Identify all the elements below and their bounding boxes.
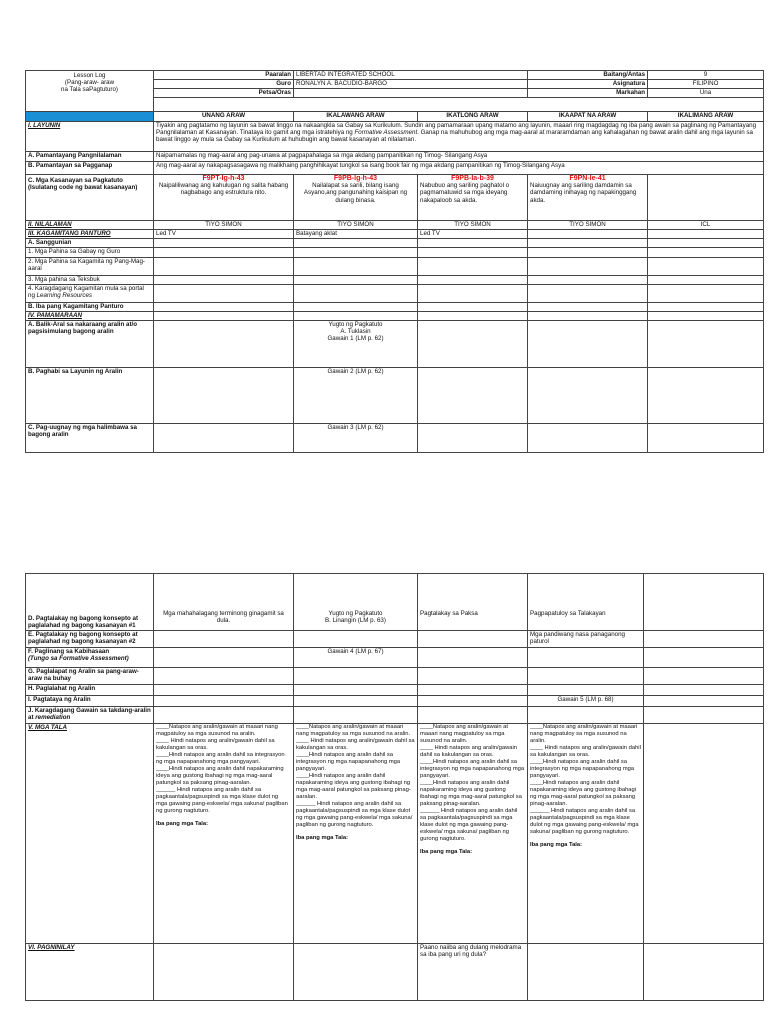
day-header-5: IKALIMANG ARAW bbox=[648, 112, 764, 122]
pagganap-label: B. Pamantayan sa Pagganap bbox=[26, 162, 154, 175]
markahan-value: Una bbox=[648, 89, 764, 98]
kagamitan-day1: Led TV bbox=[154, 230, 294, 239]
nilalaman-day4: TIYO SIMON bbox=[528, 221, 648, 230]
iba-pang-kagamitan: B. Iba pang Kagamitang Panturo bbox=[26, 303, 154, 312]
day-header-4: IKAAPAT NA ARAW bbox=[528, 112, 648, 122]
pagtalakay-2-label: E. Pagtalakay ng bagong konsepto at paglalahad ng bagong kasanayan #2 bbox=[26, 631, 154, 648]
pagtataya-day4: Gawain 5 (LM p. 68) bbox=[528, 696, 644, 707]
lesson-log-table-page1 bbox=[25, 70, 764, 453]
mga-tala-label: V. MGA TALA bbox=[26, 724, 154, 944]
pagtalakay-1-label: D. Pagtalakay ng bagong konsepto at paglalahad ng bagong kasanayan #1 bbox=[26, 574, 154, 631]
paglalapat-label: G. Paglalapat ng Aralin sa pang-araw-araw na buhay bbox=[26, 668, 154, 685]
paglalahat-label: H. Paglalahat ng Aralin bbox=[26, 685, 154, 696]
kagamitan-day5 bbox=[648, 230, 764, 239]
sanggunian-teksbuk: 3. Mga pahina sa Teksbuk bbox=[26, 276, 154, 285]
sanggunian-gabay-guro: 1. Mga Pahina sa Gabay ng Guro bbox=[26, 248, 154, 258]
pagtalakay-1-day3: Pagtalakay sa Paksa bbox=[418, 574, 528, 631]
nilalaman-day2: TIYO SIMON bbox=[294, 221, 418, 230]
pagtataya-label: I. Pagtataya ng Aralin bbox=[26, 696, 154, 707]
baitang-value: 9 bbox=[648, 71, 764, 80]
karagdagang-gawain-label: J. Karagdagang Gawain sa takdang-aralin at remediation bbox=[26, 707, 154, 724]
day-header-1: UNANG ARAW bbox=[154, 112, 294, 122]
iba-pang-tala: Iba pang mga Tala: bbox=[530, 842, 583, 848]
mga-tala-day2 bbox=[294, 724, 418, 944]
kasanayan-text: Nabubuo ang sariling paghatol o pagmamatuwid sa mga ideyang nakapaloob sa akda. bbox=[420, 182, 510, 204]
kasanayan-day5 bbox=[648, 175, 764, 221]
lesson-log-title: Lesson Log (Pang-araw- araw na Tala saPagtuturo) bbox=[26, 71, 154, 112]
kagamitan-day2: Batayang aklat bbox=[294, 230, 418, 239]
asignatura-value: FILIPINO bbox=[648, 80, 764, 89]
tala-checklist: ____Natapos ang aralin/gawain at maaari nang magpatuloy sa mga susunod na aralin. ____ Hindi natapos ang aralin/gawain dahil sa kakulangan sa oras. ____Hindi natapos ang aralin dahil sa integrasyon ng mga napapanahong mga pangyayari. ____Hindi natapos ang aralin dahil napakaraming ideya ang gustong ibahagi ng mga mag-aaral patungkol sa paksang pinag-aaralan. ______ Hindi natapos ang aralin dahil sa pagkaantala/pagsuspindi sa mga klase dulot ng mga gawaing pang-eskwela/ mga sakuna/ pagliban ng gurong nagtuturo. bbox=[530, 724, 641, 835]
tala-checklist: ____Natapos ang aralin/gawain at maaari nang magpatuloy sa mga susunod na aralin. ____ Hindi natapos ang aralin/gawain dahil sa kakulangan sa oras. ____Hindi natapos ang aralin dahil sa integrasyon ng mga napapanahong mga pangyayari. ____Hindi natapos ang aralin dahil napakaraming ideya ang gustong ibahagi ng mga mag-aaral patungkol sa paksang pinag-aaralan. ______ Hindi natapos ang aralin dahil sa pagkaantala/pagsuspindi sa mga klase dulot ng mga gawaing pang-eskwela/ mga sakuna/ pagliban ng gurong nagtuturo. bbox=[296, 724, 415, 828]
layunin-text: Tiyakin ang pagtatamo ng layunin sa bawat linggo na nakaangkla sa Gabay sa Kurikulum. Sundin ang pamamaraan upang matamo ang layunin, maaari ring magdagdag ng iba pang awain sa paglinang ng Pamantayang Pangnilalaman at Kasanayan. Tinataya ito gamit ang mga istratehiya ng Formative Assessment. Ganap na mahuhubog ang mga mag-aaral at mararamdaman ang kahalagahan ng bawat aralin dahil ang mga layunin sa bawat linggo ay mula sa Gabay sa Kurikulum at huhubugin ang bawat kasanayan at nilalaman. bbox=[154, 122, 764, 152]
kasanayan-code: F9PB-Ig-h-43 bbox=[333, 175, 378, 182]
kagamitan-day3: Led TV bbox=[418, 230, 528, 239]
iba-pang-tala: Iba pang mga Tala: bbox=[420, 849, 473, 855]
pag-uugnay-label: C. Pag-uugnay ng mga halimbawa sa bagong aralin bbox=[26, 424, 154, 453]
sanggunian-learning-resources: 4. Karagdagang Kagamitan mula sa portal ng Learning Resources bbox=[26, 285, 154, 303]
mga-tala-day1 bbox=[154, 724, 294, 944]
paghabi-label: B. Paghabi sa Layunin ng Aralin bbox=[26, 368, 154, 424]
guro-value: RONALYN A. BACUDIO-BARGO bbox=[294, 80, 528, 89]
kasanayan-text: Nailalapat sa sarili, bilang isang Asyano,ang pangunahing kaisipan ng dulang binasa. bbox=[303, 182, 408, 204]
nilalaman-day5: ICL bbox=[648, 221, 764, 230]
iba-pang-tala: Iba pang mga Tala: bbox=[296, 835, 349, 841]
iba-pang-tala: Iba pang mga Tala: bbox=[156, 821, 209, 827]
pagtalakay-1-day1: Mga mahahalagang terminong ginagamit sa dula. bbox=[154, 574, 294, 631]
balik-aral-day2: Yugto ng Pagkatuto A. Tuklasin Gawain 1 (LM p. 62) bbox=[294, 321, 418, 368]
kagamitan-label: III. KAGAMITANG PANTURO bbox=[26, 230, 154, 239]
paghabi-day2: Gawain 2 (LM p. 62) bbox=[294, 368, 418, 424]
paaralan-label: Paaralan bbox=[154, 71, 294, 80]
paglinang-day2: Gawain 4 (LM p. 67) bbox=[294, 648, 418, 668]
petsa-value bbox=[294, 89, 528, 98]
kagamitan-day4 bbox=[528, 230, 648, 239]
mga-tala-day5 bbox=[644, 724, 764, 944]
pagganap-text: Ang mag-aaral ay nakapagsasagawa ng malikhaing panghihikayat tungkol sa isang book fair ng mga akdang pampanitikan ng Timog-Silangang Asya bbox=[154, 162, 764, 175]
kasanayan-text: Naipaliliwanag ang kahulugan ng salita habang nagbabago ang estruktura nito. bbox=[158, 182, 289, 197]
lesson-log-table-page2 bbox=[25, 573, 764, 1001]
kasanayan-day3 bbox=[418, 175, 528, 221]
pangnilalaman-text: Naipamamalas ng mag-aaral ang pag-unawa at pagpapahalaga sa mga akdang pampanitikan ng Timog- Silangang Asya bbox=[154, 152, 764, 162]
nilalaman-day1: TIYO SIMON bbox=[154, 221, 294, 230]
mga-tala-day4 bbox=[528, 724, 644, 944]
kasanayan-text: Naiuugnay ang sariling damdamin sa damdaming inihayag ng napakinggang akda. bbox=[530, 182, 637, 204]
pagtalakay-1-day2: Yugto ng Pagkatuto B. Linangin (LM p. 63) bbox=[294, 574, 418, 631]
pamamaraan-label: IV. PAMAMARAAN bbox=[26, 312, 154, 321]
kasanayan-code: F9PB-Ia-b-39 bbox=[451, 175, 494, 182]
balik-aral-label: A. Balik-Aral sa nakaraang aralin at/o pagsisimulang bagong aralin bbox=[26, 321, 154, 368]
baitang-label: Baitang/Antas bbox=[528, 71, 648, 80]
kasanayan-label: C. Mga Kasanayan sa Pagkatuto (Isulatang code ng bawat kasanayan) bbox=[26, 175, 154, 221]
layunin-label: I. LAYUNIN bbox=[26, 122, 154, 152]
paglinang-label bbox=[26, 648, 154, 668]
day-header-3: IKATLONG ARAW bbox=[418, 112, 528, 122]
kasanayan-code: F9PN-Ie-41 bbox=[569, 175, 606, 182]
header-spacer bbox=[154, 98, 764, 112]
petsa-label: Petsa/Oras bbox=[154, 89, 294, 98]
kasanayan-day1 bbox=[154, 175, 294, 221]
pangnilalaman-label: A. Pamantayang Pangnilalaman bbox=[26, 152, 154, 162]
mga-tala-day3 bbox=[418, 724, 528, 944]
paglinang-title: F. Paglinang sa Kabihasaan bbox=[28, 648, 110, 655]
markahan-label: Markahan bbox=[528, 89, 648, 98]
pagtalakay-1-day4: Pagpapatuloy sa Talakayan bbox=[528, 574, 644, 631]
sanggunian-kagamitan-mag-aaral: 2. Mga Pahina sa Kagamita ng Pang-Mag-aaral bbox=[26, 258, 154, 276]
day-header-2: IKALAWANG ARAW bbox=[294, 112, 418, 122]
kasanayan-day4 bbox=[528, 175, 648, 221]
paaralan-value: LIBERTAD INTEGRATED SCHOOL bbox=[294, 71, 528, 80]
pagninilay-label: VI. PAGNINILAY bbox=[26, 944, 154, 1001]
tala-checklist: ____Natapos ang aralin/gawain at maaari nang magpatuloy sa mga susunod na aralin. ____ Hindi natapos ang aralin/gawain dahil sa kakulangan sa oras. ____Hindi natapos ang aralin dahil sa integrasyon ng mga napapanahong mga pangyayari. ____Hindi natapos ang aralin dahil napakaraming ideya ang gustong ibahagi ng mga mag-aaral patungkol sa paksang pinag-aaralan. ______ Hindi natapos ang aralin dahil sa pagkaantala/pagsuspindi sa mga klase dulot ng mga gawaing pang-eskwela/ mga sakuna/ pagliban ng gurong nagtuturo. bbox=[420, 724, 525, 842]
kasanayan-code: F9PT-Ig-h-43 bbox=[202, 175, 245, 182]
nilalaman-day3: TIYO SIMON bbox=[418, 221, 528, 230]
pagtalakay-2-day4: Mga pandiwang nasa panaganong paturol bbox=[528, 631, 644, 648]
pagtalakay-1-day5 bbox=[644, 574, 764, 631]
pagninilay-day3: Paano naiiba ang dulang melodrama sa iba pang uri ng dula? bbox=[418, 944, 528, 1001]
guro-label: Guro bbox=[154, 80, 294, 89]
paglinang-subtitle: (Tungo sa Formative Assessment) bbox=[28, 655, 129, 663]
kasanayan-day2 bbox=[294, 175, 418, 221]
asignatura-label: Asignatura bbox=[528, 80, 648, 89]
tala-checklist: ____Natapos ang aralin/gawain at maaari nang magpatuloy sa mga susunod na aralin. ____ Hindi natapos ang aralin/gawain dahil sa kakulangan sa oras. ____Hindi natapos ang aralin dahil sa integrasyon ng mga napapanahong mga pangyayari. ____Hindi natapos ang aralin dahil napakaraming ideya ang gustong ibahagi ng mga mag-aaral patungkol sa paksang pinag-aaralan. ______ Hindi natapos ang aralin dahil sa pagkaantala/pagsuspindi sa mga klase dulot ng mga gawaing pang-eskwela/ mga sakuna/ pagliban ng gurong nagtuturo. bbox=[156, 724, 288, 814]
nilalaman-label: II. NILALAMAN bbox=[26, 221, 154, 230]
day-header-blank bbox=[26, 112, 154, 122]
pag-uugnay-day2: Gawain 3 (LM p. 62) bbox=[294, 424, 418, 453]
sanggunian-label: A. Sanggunian bbox=[26, 239, 154, 248]
